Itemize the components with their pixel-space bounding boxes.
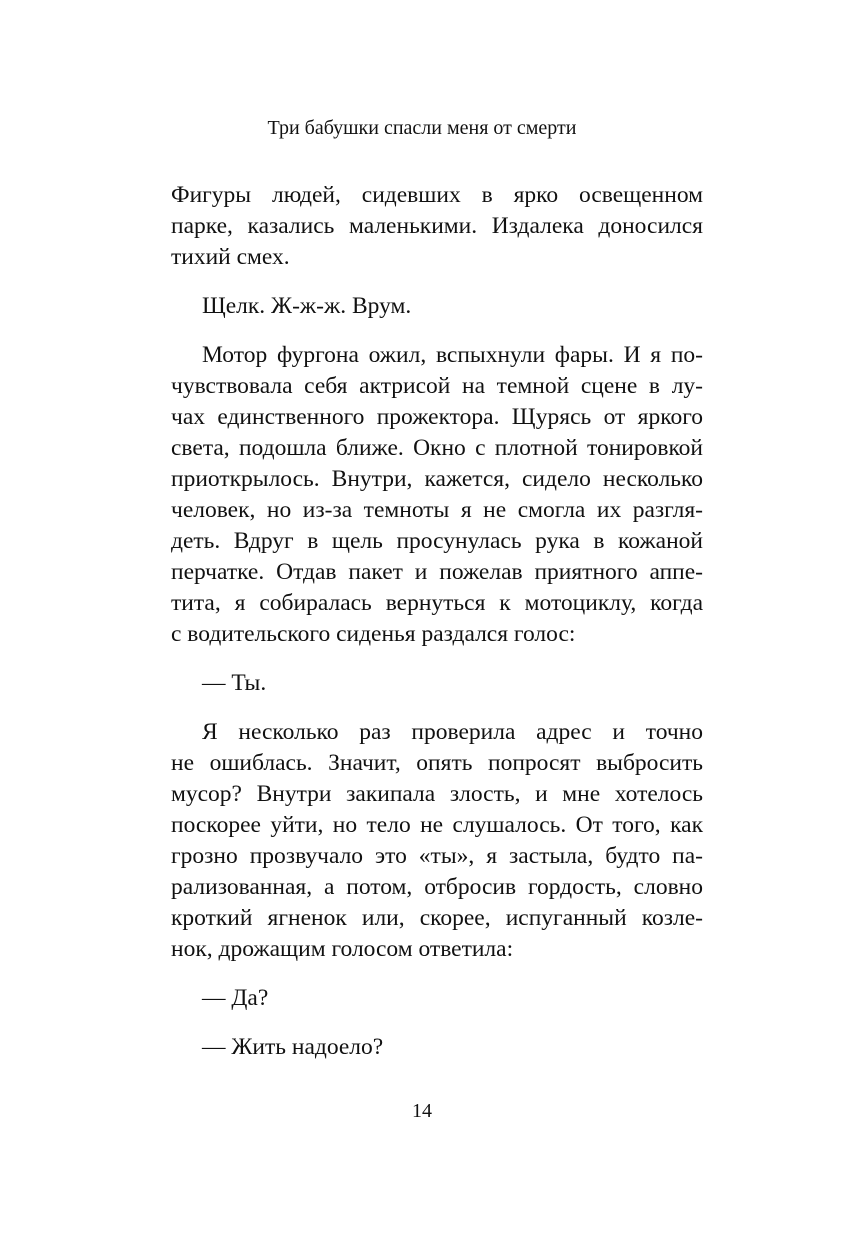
paragraph-2 — [171, 291, 703, 322]
page-number: 14 — [412, 1100, 432, 1122]
text-line: приоткрылось. Внутри, кажется, сидело несколько — [171, 466, 703, 492]
text-line: чувствовала себя актрисой на темной сцене в лу- — [171, 373, 703, 399]
text-line: света, подошла ближе. Окно с плотной тонировкой — [171, 435, 703, 461]
text-line: чах единственного прожектора. Щурясь от яркого — [171, 404, 703, 430]
text-line: с водительского сиденья раздался голос: — [171, 621, 576, 647]
text-line: кроткий ягненок или, скорее, испуганный козле- — [171, 905, 703, 931]
text-line: Щелк. Ж-ж-ж. Врум. — [202, 293, 412, 319]
text-line: тита, я собиралась вернуться к мотоциклу, когда — [171, 590, 703, 616]
text-line: человек, но из-за темноты я не смогла их разгля- — [171, 497, 703, 523]
text-line: не ошиблась. Значит, опять попросят выбросить — [171, 750, 703, 776]
paragraph-6 — [171, 983, 703, 1014]
text-line: Я несколько раз проверила адрес и точно — [202, 719, 703, 745]
text-line: нок, дрожащим голосом ответила: — [171, 936, 514, 962]
text-line: тихий смех. — [171, 244, 290, 270]
text-line: Мотор фургона ожил, вспыхнули фары. И я по- — [202, 342, 703, 368]
text-line: мусор? Внутри закипала злость, и мне хотелось — [171, 781, 703, 807]
paragraph-1 — [171, 180, 703, 273]
text-line: — Жить надоело? — [202, 1034, 384, 1060]
running-head-title: Три бабушки спасли меня от смерти — [267, 117, 577, 139]
text-line: — Да? — [202, 985, 269, 1011]
text-line: деть. Вдруг в щель просунулась рука в кожаной — [171, 528, 703, 554]
text-line: Фигуры людей, сидевших в ярко освещенном — [171, 182, 703, 208]
text-line: парке, казались маленькими. Издалека доносился — [171, 213, 703, 239]
paragraph-3 — [171, 340, 703, 650]
paragraph-5 — [171, 717, 703, 965]
text-line: грозно прозвучало это «ты», я застыла, будто па- — [171, 843, 703, 869]
body-text — [171, 180, 703, 1081]
text-line: перчатке. Отдав пакет и пожелав приятного аппе- — [171, 559, 703, 585]
text-line: — Ты. — [202, 670, 267, 696]
paragraph-7 — [171, 1032, 703, 1063]
text-line: поскорее уйти, но тело не слушалось. От того, как — [171, 812, 703, 838]
text-line: рализованная, а потом, отбросив гордость, словно — [171, 874, 703, 900]
paragraph-4 — [171, 668, 703, 699]
